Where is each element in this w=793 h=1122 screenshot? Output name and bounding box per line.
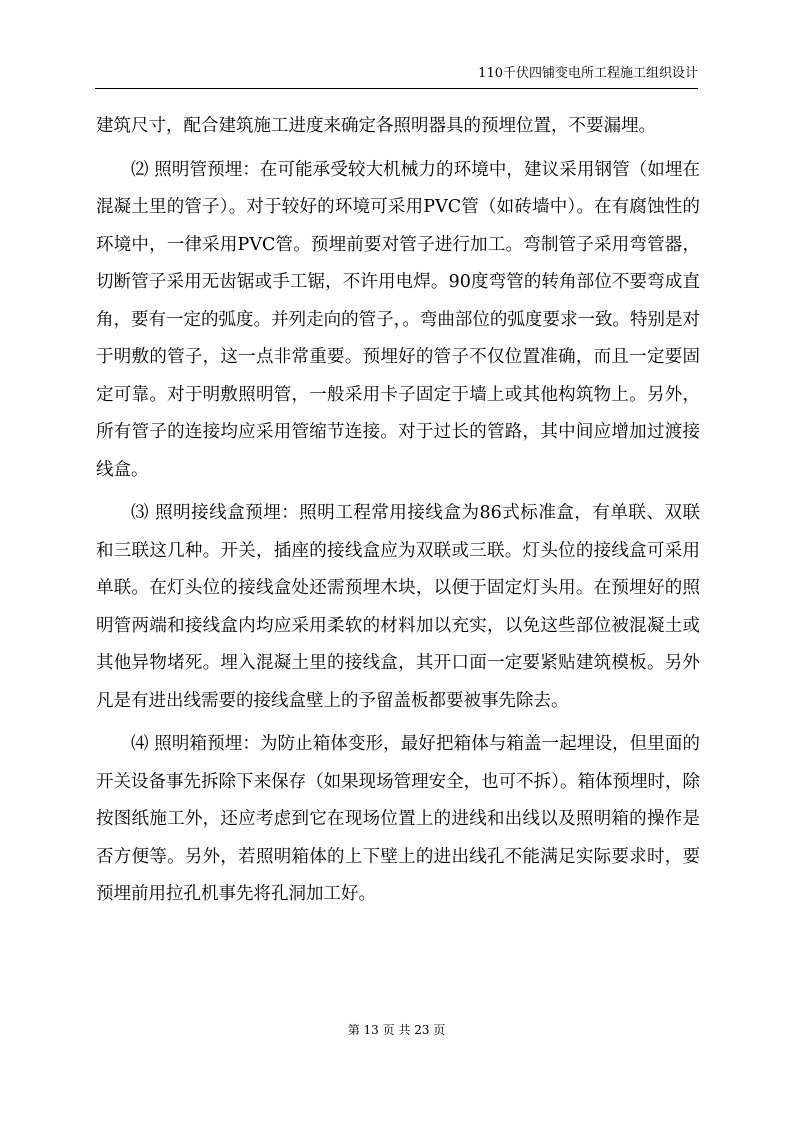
paragraph-continuation: 建筑尺寸，配合建筑施工进度来确定各照明器具的预埋位置，不要漏埋。 xyxy=(96,116,656,136)
paragraph-junction-box: ⑶ 照明接线盒预埋：照明工程常用接线盒为86式标准盒，有单联、双联和三联这几种。开关，插座的接线盒应为双联或三联。灯头位的接线盒可采用单联。在灯头位的接线盒处还需预埋木块，以便于固定灯头用。在预埋好的照明管两端和接线盒内均应采用柔软的材料加以充实，以免这些部位被混凝土或其他异物堵死。埋入混凝土里的接线盒，其开口面一定要紧贴建筑模板。另外凡是有进出线需要的接线盒壁上的予留盖板都要被事先除去。 xyxy=(96,503,700,711)
document-title: 110千伏四铺变电所工程施工组织设计 xyxy=(478,66,698,81)
document-body xyxy=(96,108,700,914)
page-header xyxy=(95,64,698,89)
page-number: 第 13 页 共 23 页 xyxy=(347,1023,446,1037)
paragraph-lighting-box: ⑷ 照明箱预埋：为防止箱体变形，最好把箱体与箱盖一起埋设，但里面的开关设备事先拆除下来保存（如果现场管理安全，也可不拆）。箱体预埋时，除按图纸施工外，还应考虑到它在现场位置上的进线和出线以及照明箱的操作是否方便等。另外，若照明箱体的上下壁上的进出线孔不能满足实际要求时，要预埋前用拉孔机事先将孔洞加工好。 xyxy=(96,734,700,904)
page-footer xyxy=(0,1022,793,1038)
paragraph-lighting-conduit: ⑵ 照明管预埋：在可能承受较大机械力的环境中，建议采用钢管（如埋在混凝土里的管子）。对于较好的环境可采用PVC管（如砖墙中）。在有腐蚀性的环境中，一律采用PVC管。预埋前要对管子进行加工。弯制管子采用弯管器，切断管子采用无齿锯或手工锯，不许用电焊。90度弯管的转角部位不要弯成直角，要有一定的弧度。并列走向的管子，。弯曲部位的弧度要求一致。特别是对于明敷的管子，这一点非常重要。预埋好的管子不仅位置准确，而且一定要固定可靠。对于明敷照明管，一般采用卡子固定于墙上或其他构筑物上。另外，所有管子的连接均应采用管缩节连接。对于过长的管路，其中间应增加过渡接线盒。 xyxy=(96,159,700,480)
